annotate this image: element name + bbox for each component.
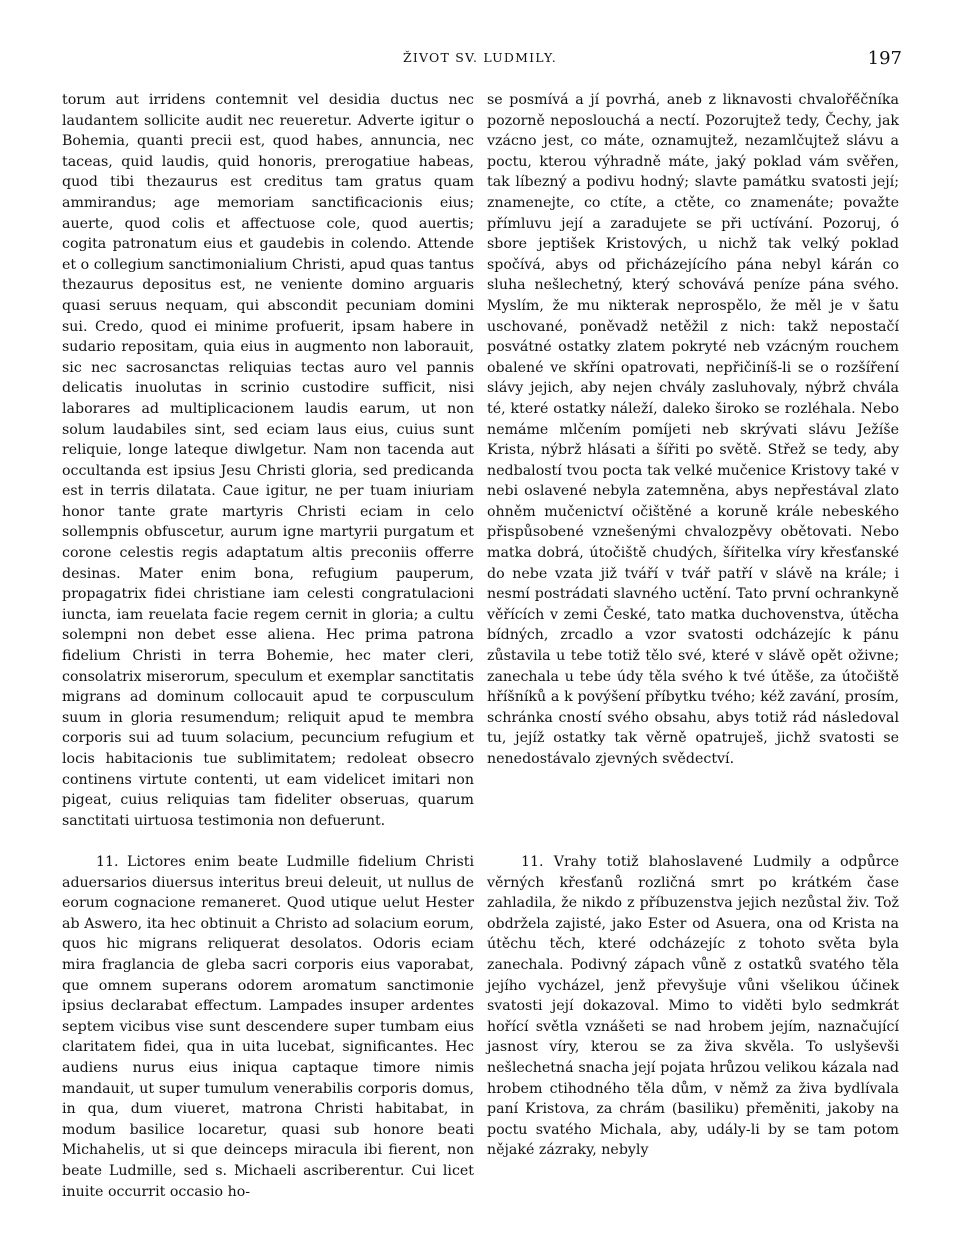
czech-paragraph-11: 11. Vrahy totiž blahoslavené Ludmily a odpůrce věrných křesťanů rozličná smrt po krátkém čase zahladila, že nikdo z příbuzenstva jejich nezůstal živ. Tož obdržela zajisté, jako Ester od Asuera, ona od Krista na útěchu těch, které odcházejíc z tohoto světa byla zanechala. Podivný zápach vůně z ostatků svatého těla jejího vycházel, jenž převyšuje vůni všelikou účinek svatosti její dokazoval. Mimo to viděti bylo sedmkrát hořící světla vznášeti se nad hrobem jejím, naznačující jasnost víry, kterou se za živa skvěla. To uslyševši nešlechetná snacha její pojata hrůzou velikou kázala nad hrobem ctihodného těla dům, v němž za živa bydlívala paní Kristova, za chrám (basiliku) přeměniti, jakoby na poctu svatého Michala, aby, udály-li by se tam potom nějaké zázraky, nebyly <box>487 854 899 1159</box>
running-title: ŽIVOT SV. LUDMILY. <box>403 50 557 65</box>
latin-paragraph-1: torum aut irridens contemnit vel desidia ductus nec laudantem sollicite audit nec reueretur. Adverte igitur o Bohemia, quanti precii est, quod habes, annuncia, nec taceas, quid laudis, quid honoris, prerogatiue habeas, quod tibi thezaurus est creditus tam gratus quam ammirandus; age memoriam sanctificacionis eius; auerte, quod colis et affectuose cole, quod auertis; cogita patronatum eius et gaudebis in colendo. Attende et o collegium sanctimonialium Christi, apud quas tantus thezaurus depositus est, ne veniente domino arguaris quasi seruus nequam, qui abscondit pecuniam domini sui. Credo, quod ei minime profuerit, ipsam habere in sudario repositam, quia eius in augmento non laborauit, sic nec sacrosanctas reliquias tectas auro vel pannis delicatis inuolutas in scrinio custodire sufficit, nisi laborares ad multiplicacionem laudis earum, ut non solum laudabiles sint, sed eciam laus eius, cuius sunt reliquie, longe lateque diwlgetur. Nam non tacenda aut occultanda est ipsius Jesu Christi gloria, sed predicanda est in terris dilatata. Caue igitur, ne per tuam iniuriam honor tante grate martyris Christi eciam in celo sollempnis obfuscetur, aurum igne martyrii purgatum et corone celestis regis adaptatum altis preconiis offerre desinas. Mater enim bona, refugium pauperum, propagatrix fidei christiane iam celesti congratulacioni iuncta, iam reuelata facie regem cernit in gloria; a cultu solempni non debet esse aliena. Hec prima patrona fidelium Christi in terra Bohemie, hec mater cleri, consolatrix miserorum, speculum et exemplar sanctitatis migrans ad dominum collocauit apud te corpusculum suum in gloria resumendum; reliquit apud te membra corporis sui ad tuum solacium, pecuncium refugium et locis habitacionis tue sublimitatem; redoleat obsecro continens virtute contenti, ut eam videlicet imitari non pigeat, cuius reliquias tam fideliter obseruas, quarum sanctitati uirtuosa testimonia non defuerunt. <box>62 92 474 829</box>
page-number: 197 <box>867 48 902 69</box>
latin-paragraph-11: 11. Lictores enim beate Ludmille fidelium Christi aduersarios diuersus interitus breui deleuit, ut nullus de eorum cognacione remaneret. Quod utique uelut Hester ab Aswero, ita hec obtinuit a Christo ad solacium eorum, quos hic migrans reliquerat desolatos. Odoris eciam mira fraglancia de gleba sacri corporis eius vaporabat, que omnem superans odorem aromatum sanctimonie ipsius declarabat effectum. Lampades insuper ardentes septem vicibus vise sunt descendere super tumbam eius claritatem fidei, qua in uita lucebat, significantes. Hec audiens nurus eius iniqua captaque timore nimis mandauit, ut super tumulum venerabilis corporis domus, in qua, dum viueret, matrona Christi habitabat, in modum basilice locaretur, quasi sub honore beati Michahelis, ut si que deinceps miracula ibi fierent, non beate Ludmille, sed s. Michaeli ascriberentur. Cui licet inuite occurrit occasio ho- <box>62 854 474 1200</box>
latin-column-bottom <box>62 852 474 1202</box>
czech-paragraph-1: se posmívá a jí povrhá, aneb z liknavosti chvaloře̋čníka pozorně neposlouchá a nectí. Pozorujtež tedy, Čechy, jak vzácno jest, co máte, oznamujtež, nezamlčujtež slávu a poctu, kterou výhradně máte, jaký poklad vám svěřen, tak líbezný a podivu hodný; slavte památku svatosti její; znamenejte, co ctíte, a ctěte, co znamenáte; považte přímluvu její a zaradujete se při uctívání. Pozoruj, ó sbore jeptišek Kristových, u nichž tak velký poklad spočívá, abys od přicházejícího pána nebyl kárán co sluha nešlechetný, který schovává peníze pána svého. Myslím, že mu nikterak neprospělo, že měl je v šatu uschované, poněvadž netěžil z nich: takž nepostačí posvátné ostatky zlatem pokryté neb vzácným rouchem obalené ve skříni opatrovati, nepřičiníš-li se o rozšíření slávy jejich, aby nejen chvály zasluhovaly, nýbrž chvála té, které ostatky náleží, daleko široko se rozléhala. Nebo nemáme mlčením pomíjeti neb skrývati slávu Ježíše Krista, nýbrž hlásati a šířiti po světě. Střež se tedy, aby nedbalostí tvou pocta tak velké mučenice Kristovy také v nebi oslavené nebyla zatemněna, abys nepřestával zlato ohněm mučenictví očištěné a koruně krále nebeského přispůsobené vznešenými chvalozpěvy obětovati. Nebo matka dobrá, útočiště chudých, šířitelka víry křesťanské do nebe vzata již tváří v tvář patří v slávě na krále; i nesmí postrádati slavného uctění. Tato první ochrankyně věřících v zemi České, tato matka duchovenstva, útěcha bídných, zrcadlo a vzor svatosti odcházejíc k pánu zůstavila u tebe totiž tělo své, které v slávě opět oživne; zanechala u tebe údy těla svého k tvé útěše, za útočiště hříšníků a k povýšení příbytku tvého; kéž zavání, prosím, schránka cností svého obsahu, abys totiž rád následoval tu, jejíž ostatky tak věrně opatruješ, jichž svatosti se nenedostávalo zjevných svědectví. <box>487 92 899 767</box>
czech-column-bottom <box>487 852 899 1161</box>
czech-column-top <box>487 90 899 770</box>
latin-column-top <box>62 90 474 831</box>
